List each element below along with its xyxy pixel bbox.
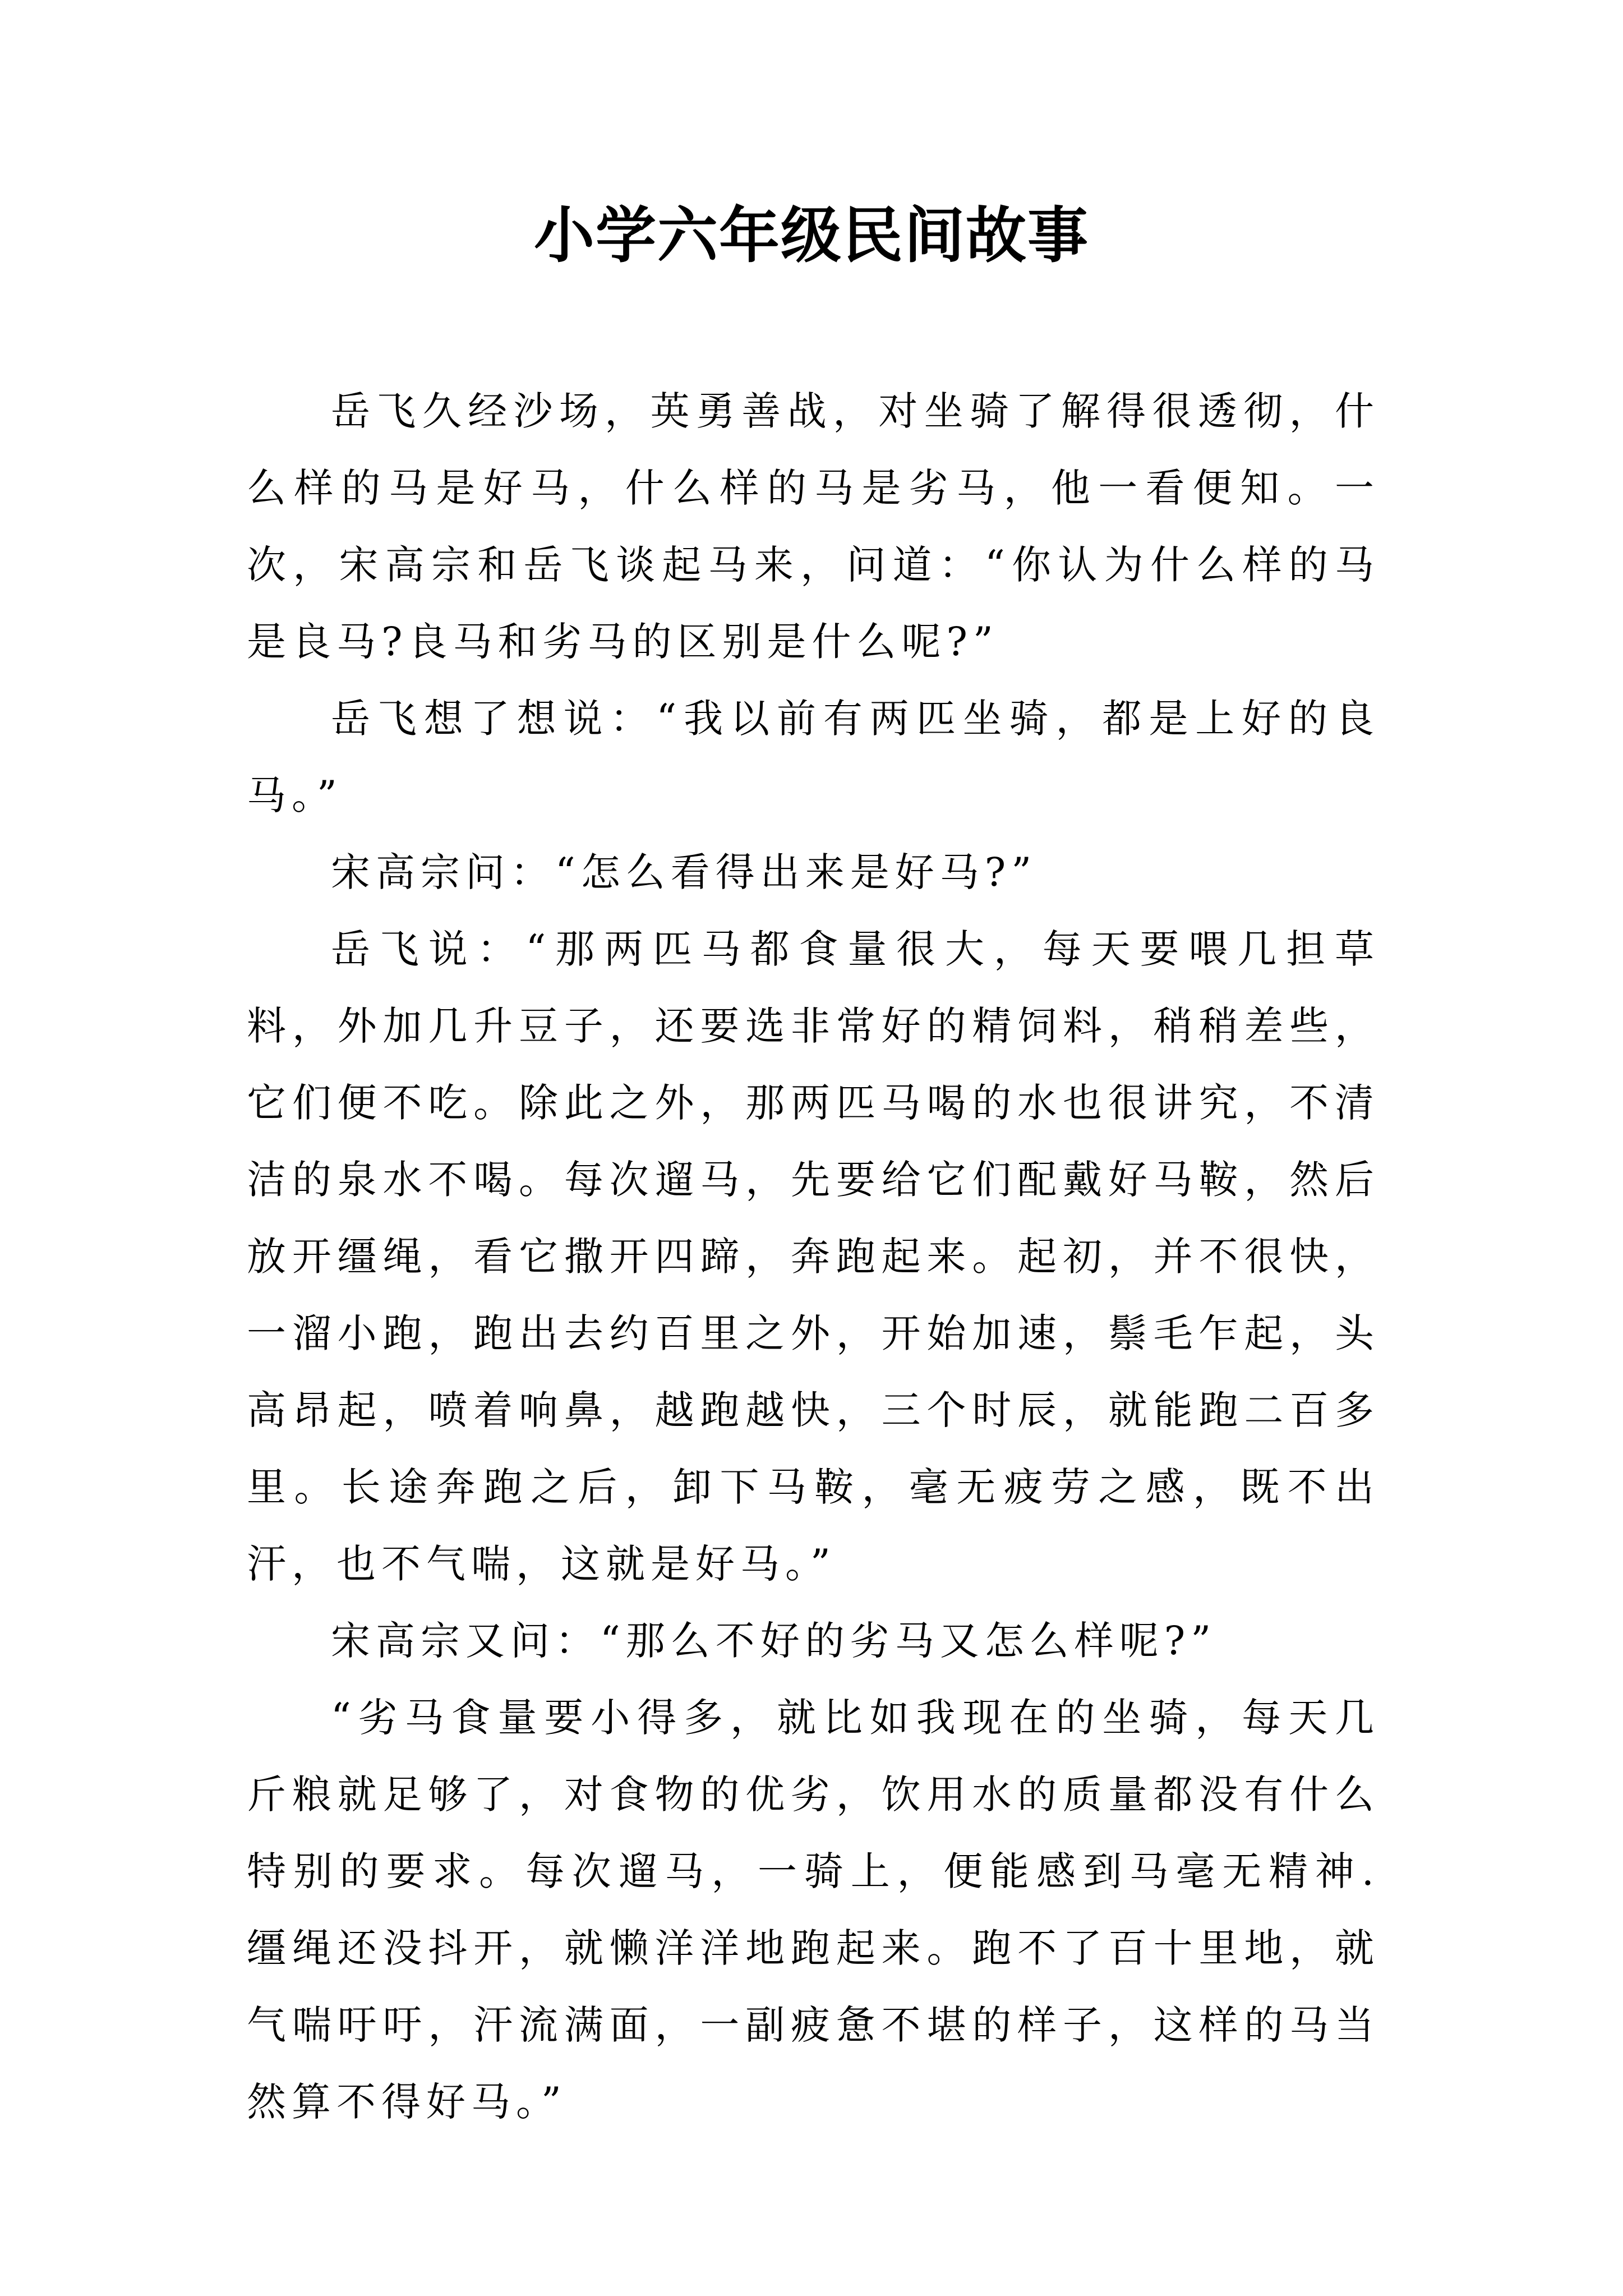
paragraph: 岳飞说：“那两匹马都食量很大，每天要喂几担草料，外加几升豆子，还要选非常好的精饲料，稍稍差些，它们便不吃。除此之外，那两匹马喝的水也很讲究，不清洁的泉水不喝。每次遛马，先要给它们配戴好马鞍，然后放开缰绳，看它撒开四蹄，奔跑起来。起初，并不很快，一溜小跑，跑出去约百里之外，开始加速，鬃毛乍起，头高昂起，喷着响鼻，越跑越快，三个时辰，就能跑二百多里。长途奔跑之后，卸下马鞍，毫无疲劳之感，既不出汗，也不气喘，这就是好马。”	[247, 926, 1380, 1587]
document-title: 小学六年级民间故事	[533, 200, 1089, 271]
paragraph: 岳飞久经沙场，英勇善战，对坐骑了解得很透彻，什么样的马是好马，什么样的马是劣马，他一看便知。一次，宋高宗和岳飞谈起马来，问道：“你认为什么样的马是良马?良马和劣马的区别是什么呢?”	[247, 388, 1380, 665]
paragraph: 宋高宗问：“怎么看得出来是好马?”	[331, 849, 1038, 895]
document-body	[247, 373, 1380, 2141]
paragraph: 宋高宗又问：“那么不好的劣马又怎么样呢?”	[331, 1618, 1217, 1664]
paragraph: 岳飞想了想说：“我以前有两匹坐骑，都是上好的良马。”	[247, 696, 1380, 818]
paragraph: “劣马食量要小得多，就比如我现在的坐骑，每天几斤粮就足够了，对食物的优劣，饮用水的质量都没有什么特别的要求。每次遛马，一骑上，便能感到马毫无精神.缰绳还没抖开，就懒洋洋地跑起来。跑不了百十里地，就气喘吁吁，汗流满面，一副疲惫不堪的样子，这样的马当然算不得好马。”	[247, 1695, 1380, 2125]
